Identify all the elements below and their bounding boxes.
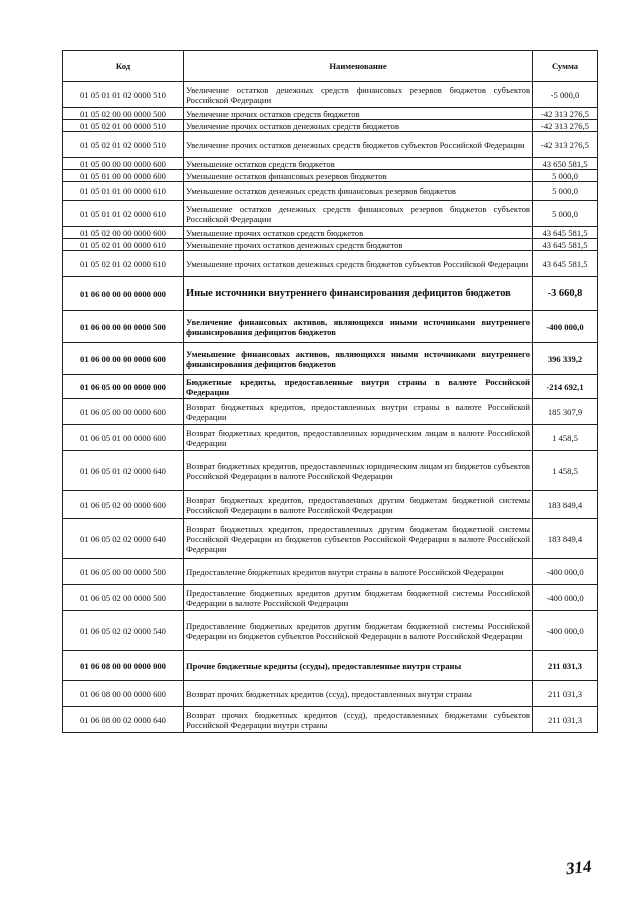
row-sum: -400 000,0 [533,311,598,343]
row-code: 01 06 05 02 02 0000 540 [63,611,184,651]
table-row [63,251,598,277]
row-sum: 5 000,0 [533,170,598,182]
row-code: 01 06 05 01 00 0000 600 [63,425,184,451]
column-header-sum: Сумма [533,51,598,82]
column-header-code: Код [63,51,184,82]
row-name: Уменьшение прочих остатков средств бюджетов [184,227,533,239]
row-name: Бюджетные кредиты, предоставленные внутри страны в валюте Российской Федерации [184,375,533,399]
row-name: Возврат бюджетных кредитов, предоставленных внутри страны в валюте Российской Федерации [184,399,533,425]
row-sum: -5 000,0 [533,82,598,108]
row-code: 01 06 05 02 00 0000 600 [63,491,184,519]
row-name: Предоставление бюджетных кредитов другим бюджетам бюджетной системы Российской Федерации в валюте Российской Федерации [184,585,533,611]
row-sum: -42 313 276,5 [533,120,598,132]
row-code: 01 05 02 01 02 0000 510 [63,132,184,158]
row-name: Предоставление бюджетных кредитов другим бюджетам бюджетной системы Российской Федерации из бюджетов субъектов Российской Федерации в валюте Российской Федерации [184,611,533,651]
row-sum: -42 313 276,5 [533,108,598,120]
row-code: 01 06 08 00 00 0000 000 [63,651,184,681]
table-row [63,82,598,108]
row-sum: -400 000,0 [533,611,598,651]
table-body [63,82,598,733]
table-row [63,182,598,201]
table-row [63,611,598,651]
row-code: 01 06 05 00 00 0000 500 [63,559,184,585]
table-header-row [63,51,598,82]
row-name: Увеличение финансовых активов, являющихся иными источниками внутреннего финансирования дефицитов бюджетов [184,311,533,343]
table-row [63,132,598,158]
row-code: 01 06 08 00 02 0000 640 [63,707,184,733]
table-row [63,425,598,451]
table-row [63,585,598,611]
row-sum: 183 849,4 [533,519,598,559]
row-name: Увеличение остатков денежных средств финансовых резервов бюджетов субъектов Российской Федерации [184,82,533,108]
row-name: Предоставление бюджетных кредитов внутри страны в валюте Российской Федерации [184,559,533,585]
row-sum: 1 458,5 [533,425,598,451]
row-sum: -400 000,0 [533,585,598,611]
row-code: 01 05 01 01 02 0000 510 [63,82,184,108]
table-row [63,491,598,519]
row-code: 01 06 08 00 00 0000 600 [63,681,184,707]
row-sum: 183 849,4 [533,491,598,519]
row-name: Прочие бюджетные кредиты (ссуды), предоставленные внутри страны [184,651,533,681]
table-row [63,227,598,239]
row-code: 01 06 00 00 00 0000 500 [63,311,184,343]
table-row [63,277,598,311]
row-sum: 43 645 581,5 [533,251,598,277]
row-sum: 396 339,2 [533,343,598,375]
row-code: 01 06 05 00 00 0000 000 [63,375,184,399]
row-name: Уменьшение остатков средств бюджетов [184,158,533,170]
row-name: Возврат бюджетных кредитов, предоставленных другим бюджетам бюджетной системы Российской Федерации из бюджетов субъектов Российской Федерации в валюте Российской Федерации [184,519,533,559]
row-code: 01 06 00 00 00 0000 000 [63,277,184,311]
page-number: 314 [565,856,593,879]
row-name: Увеличение прочих остатков денежных средств бюджетов субъектов Российской Федерации [184,132,533,158]
column-header-name: Наименование [184,51,533,82]
row-name: Возврат бюджетных кредитов, предоставленных другим бюджетам бюджетной системы Российской Федерации в валюте Российской Федерации [184,491,533,519]
row-sum: 43 645 581,5 [533,239,598,251]
row-name: Увеличение прочих остатков средств бюджетов [184,108,533,120]
row-sum: -42 313 276,5 [533,132,598,158]
row-name: Возврат прочих бюджетных кредитов (ссуд), предоставленных бюджетами субъектов Российской Федерации внутри страны [184,707,533,733]
table-row [63,120,598,132]
row-sum: -400 000,0 [533,559,598,585]
row-code: 01 06 00 00 00 0000 600 [63,343,184,375]
row-code: 01 05 02 01 00 0000 610 [63,239,184,251]
table-row [63,170,598,182]
row-sum: 5 000,0 [533,201,598,227]
row-code: 01 06 05 02 00 0000 500 [63,585,184,611]
row-code: 01 05 01 00 00 0000 600 [63,170,184,182]
row-sum: 211 031,3 [533,681,598,707]
row-name: Уменьшение финансовых активов, являющихся иными источниками внутреннего финансирования дефицитов бюджетов [184,343,533,375]
table-row [63,559,598,585]
table-row [63,651,598,681]
table-row [63,451,598,491]
row-code: 01 05 02 01 00 0000 510 [63,120,184,132]
table-row [63,158,598,170]
table-row [63,311,598,343]
row-name: Возврат бюджетных кредитов, предоставленных юридическим лицам в валюте Российской Федерации [184,425,533,451]
row-sum: 185 307,9 [533,399,598,425]
row-name: Иные источники внутреннего финансирования дефицитов бюджетов [184,277,533,311]
row-sum: 1 458,5 [533,451,598,491]
row-sum: 5 000,0 [533,182,598,201]
row-code: 01 06 05 01 02 0000 640 [63,451,184,491]
row-name: Уменьшение прочих остатков денежных средств бюджетов субъектов Российской Федерации [184,251,533,277]
row-name: Увеличение прочих остатков денежных средств бюджетов [184,120,533,132]
row-code: 01 06 05 02 02 0000 640 [63,519,184,559]
row-code: 01 05 01 01 00 0000 610 [63,182,184,201]
table-row [63,108,598,120]
row-sum: -214 692,1 [533,375,598,399]
table-row [63,375,598,399]
row-sum: 43 645 581,5 [533,227,598,239]
row-sum: -3 660,8 [533,277,598,311]
row-code: 01 05 02 00 00 0000 500 [63,108,184,120]
row-name: Возврат бюджетных кредитов, предоставленных юридическим лицам из бюджетов субъектов Российской Федерации в валюте Российской Федерации [184,451,533,491]
row-name: Возврат прочих бюджетных кредитов (ссуд), предоставленных внутри страны [184,681,533,707]
row-code: 01 05 02 00 00 0000 600 [63,227,184,239]
row-sum: 43 650 581,5 [533,158,598,170]
row-sum: 211 031,3 [533,707,598,733]
row-name: Уменьшение остатков финансовых резервов бюджетов [184,170,533,182]
table-row [63,681,598,707]
row-name: Уменьшение остатков денежных средств финансовых резервов бюджетов субъектов Российской Федерации [184,201,533,227]
table-row [63,201,598,227]
row-code: 01 06 05 00 00 0000 600 [63,399,184,425]
budget-sources-table [62,50,598,733]
table-row [63,519,598,559]
table-row [63,239,598,251]
table-row [63,343,598,375]
row-name: Уменьшение остатков денежных средств финансовых резервов бюджетов [184,182,533,201]
row-name: Уменьшение прочих остатков денежных средств бюджетов [184,239,533,251]
row-code: 01 05 01 01 02 0000 610 [63,201,184,227]
table-row [63,707,598,733]
row-code: 01 05 00 00 00 0000 600 [63,158,184,170]
row-sum: 211 031,3 [533,651,598,681]
table-row [63,399,598,425]
row-code: 01 05 02 01 02 0000 610 [63,251,184,277]
